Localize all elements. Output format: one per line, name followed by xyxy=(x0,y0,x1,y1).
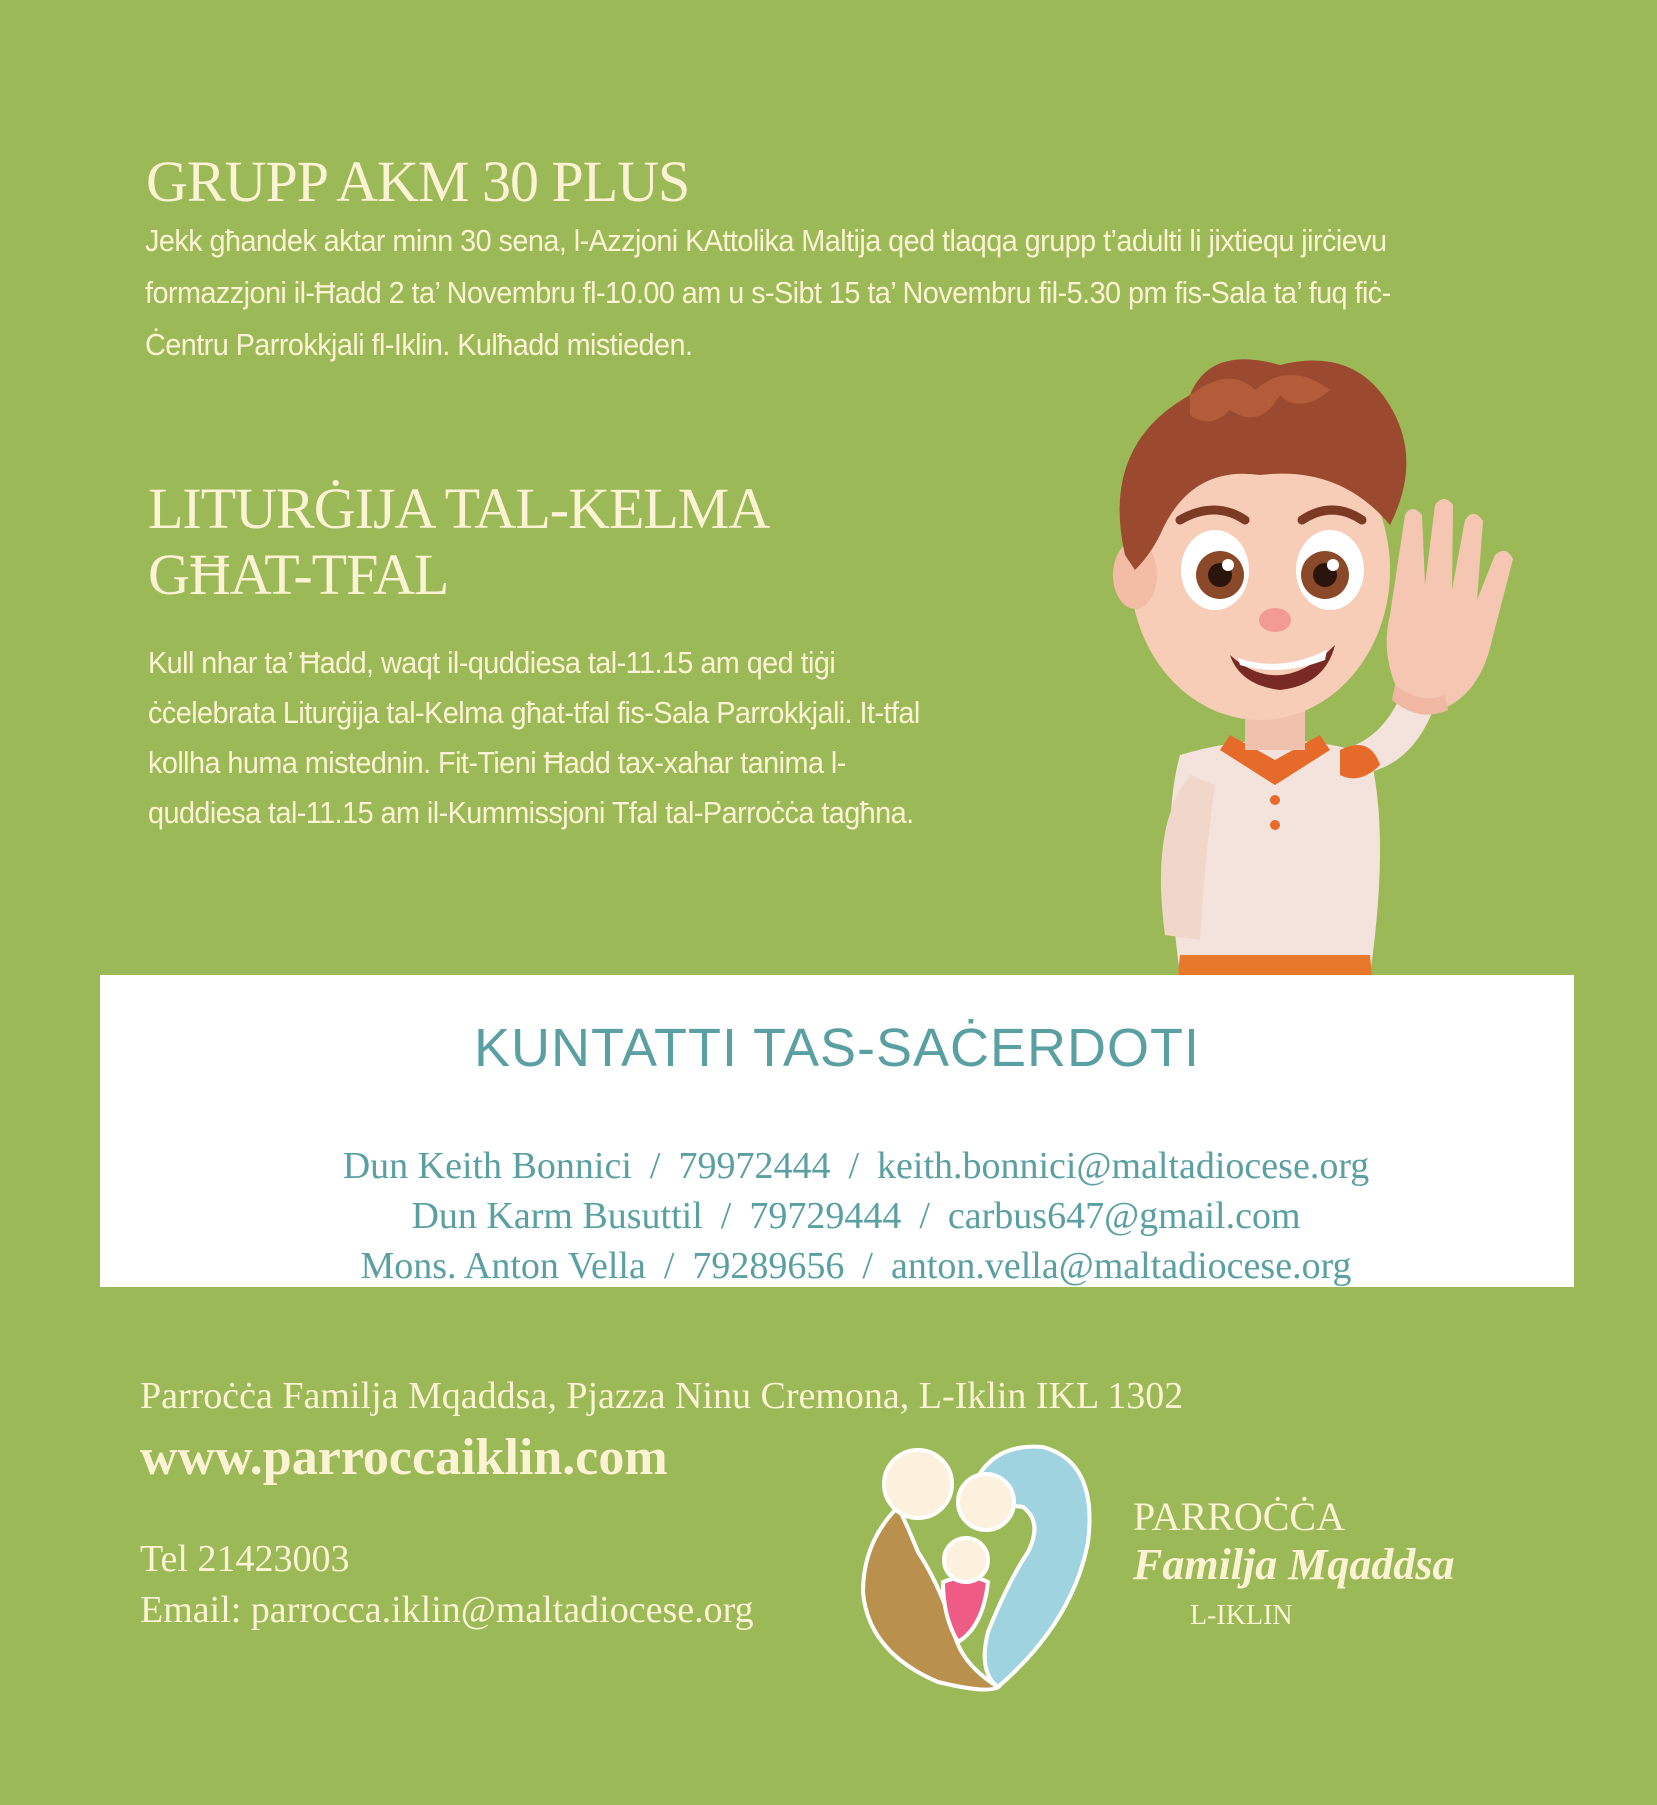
liturgy-heading-line1: LITURĠIJA TAL-KELMA xyxy=(148,476,770,541)
separator: / xyxy=(720,1195,732,1237)
separator: / xyxy=(663,1245,675,1287)
parish-telephone: Tel 21423003 xyxy=(140,1538,350,1580)
parish-address: Parroċċa Familja Mqaddsa, Pjazza Ninu Cremona, L-Iklin IKL 1302 xyxy=(140,1375,1184,1417)
separator: / xyxy=(848,1145,860,1187)
contact-email[interactable]: anton.vella@maltadiocese.org xyxy=(890,1245,1352,1287)
logo-text-familja: Familja Mqaddsa xyxy=(1133,1540,1455,1589)
parish-email[interactable]: Email: parrocca.iklin@maltadiocese.org xyxy=(140,1589,754,1631)
liturgy-heading-line2: GĦAT-TFAL xyxy=(148,542,449,607)
contact-row xyxy=(100,1200,1574,1332)
contact-phone[interactable]: 79972444 xyxy=(678,1145,831,1187)
contact-email[interactable]: carbus647@gmail.com xyxy=(947,1195,1301,1237)
akm-description: Jekk għandek aktar minn 30 sena, l-Azzjoni KAttolika Maltija qed tlaqqa grupp t’adulti li jixtiequ jirċievu formazzjoni il-Ħadd 2 ta’ Novembru fl-10.00 am u s-Sibt 15 ta’ Novembru fil-5.30 pm fis-Sala ta’ fuq fiċ-Ċentru Parrokkjali fl-Iklin. Kulħadd mistieden. xyxy=(145,223,1391,362)
separator: / xyxy=(862,1245,873,1287)
contact-phone[interactable]: 79289656 xyxy=(692,1245,845,1287)
contact-name: Dun Keith Bonnici xyxy=(342,1145,632,1187)
waving-boy-illustration xyxy=(1040,355,1560,975)
contact-name: Dun Karm Busuttil xyxy=(411,1195,703,1237)
liturgy-description: Kull nhar ta’ Ħadd, waqt il-quddiesa tal-11.15 am qed tiġi ċċelebrata Liturġija tal-Kelma għat-tfal fis-Sala Parrokkjali. It-tfal kollha huma mistednin. Fit-Tieni Ħadd tax-xahar tanima l-quddiesa tal-11.15 am il-Kummissjoni Tfal tal-Parroċċa tagħna. xyxy=(148,645,920,830)
parish-website-link[interactable]: www.parroccaiklin.com xyxy=(140,1429,668,1486)
logo-text-parrocca: PARROĊĊA xyxy=(1133,1494,1345,1539)
liturgy-heading xyxy=(148,476,769,608)
priest-contacts-box xyxy=(100,975,1574,1287)
parish-family-logo-icon xyxy=(858,1432,1098,1694)
logo-text-iklin: L-IKLIN xyxy=(1190,1600,1293,1631)
separator: / xyxy=(919,1195,930,1237)
contacts-title: KUNTATTI TAS-SAĊERDOTI xyxy=(473,1018,1201,1078)
contact-email[interactable]: keith.bonnici@maltadiocese.org xyxy=(877,1145,1370,1187)
contact-name: Mons. Anton Vella xyxy=(360,1245,646,1287)
akm-heading: GRUPP AKM 30 PLUS xyxy=(146,149,690,214)
contact-phone[interactable]: 79729444 xyxy=(749,1195,902,1237)
separator: / xyxy=(649,1145,661,1187)
